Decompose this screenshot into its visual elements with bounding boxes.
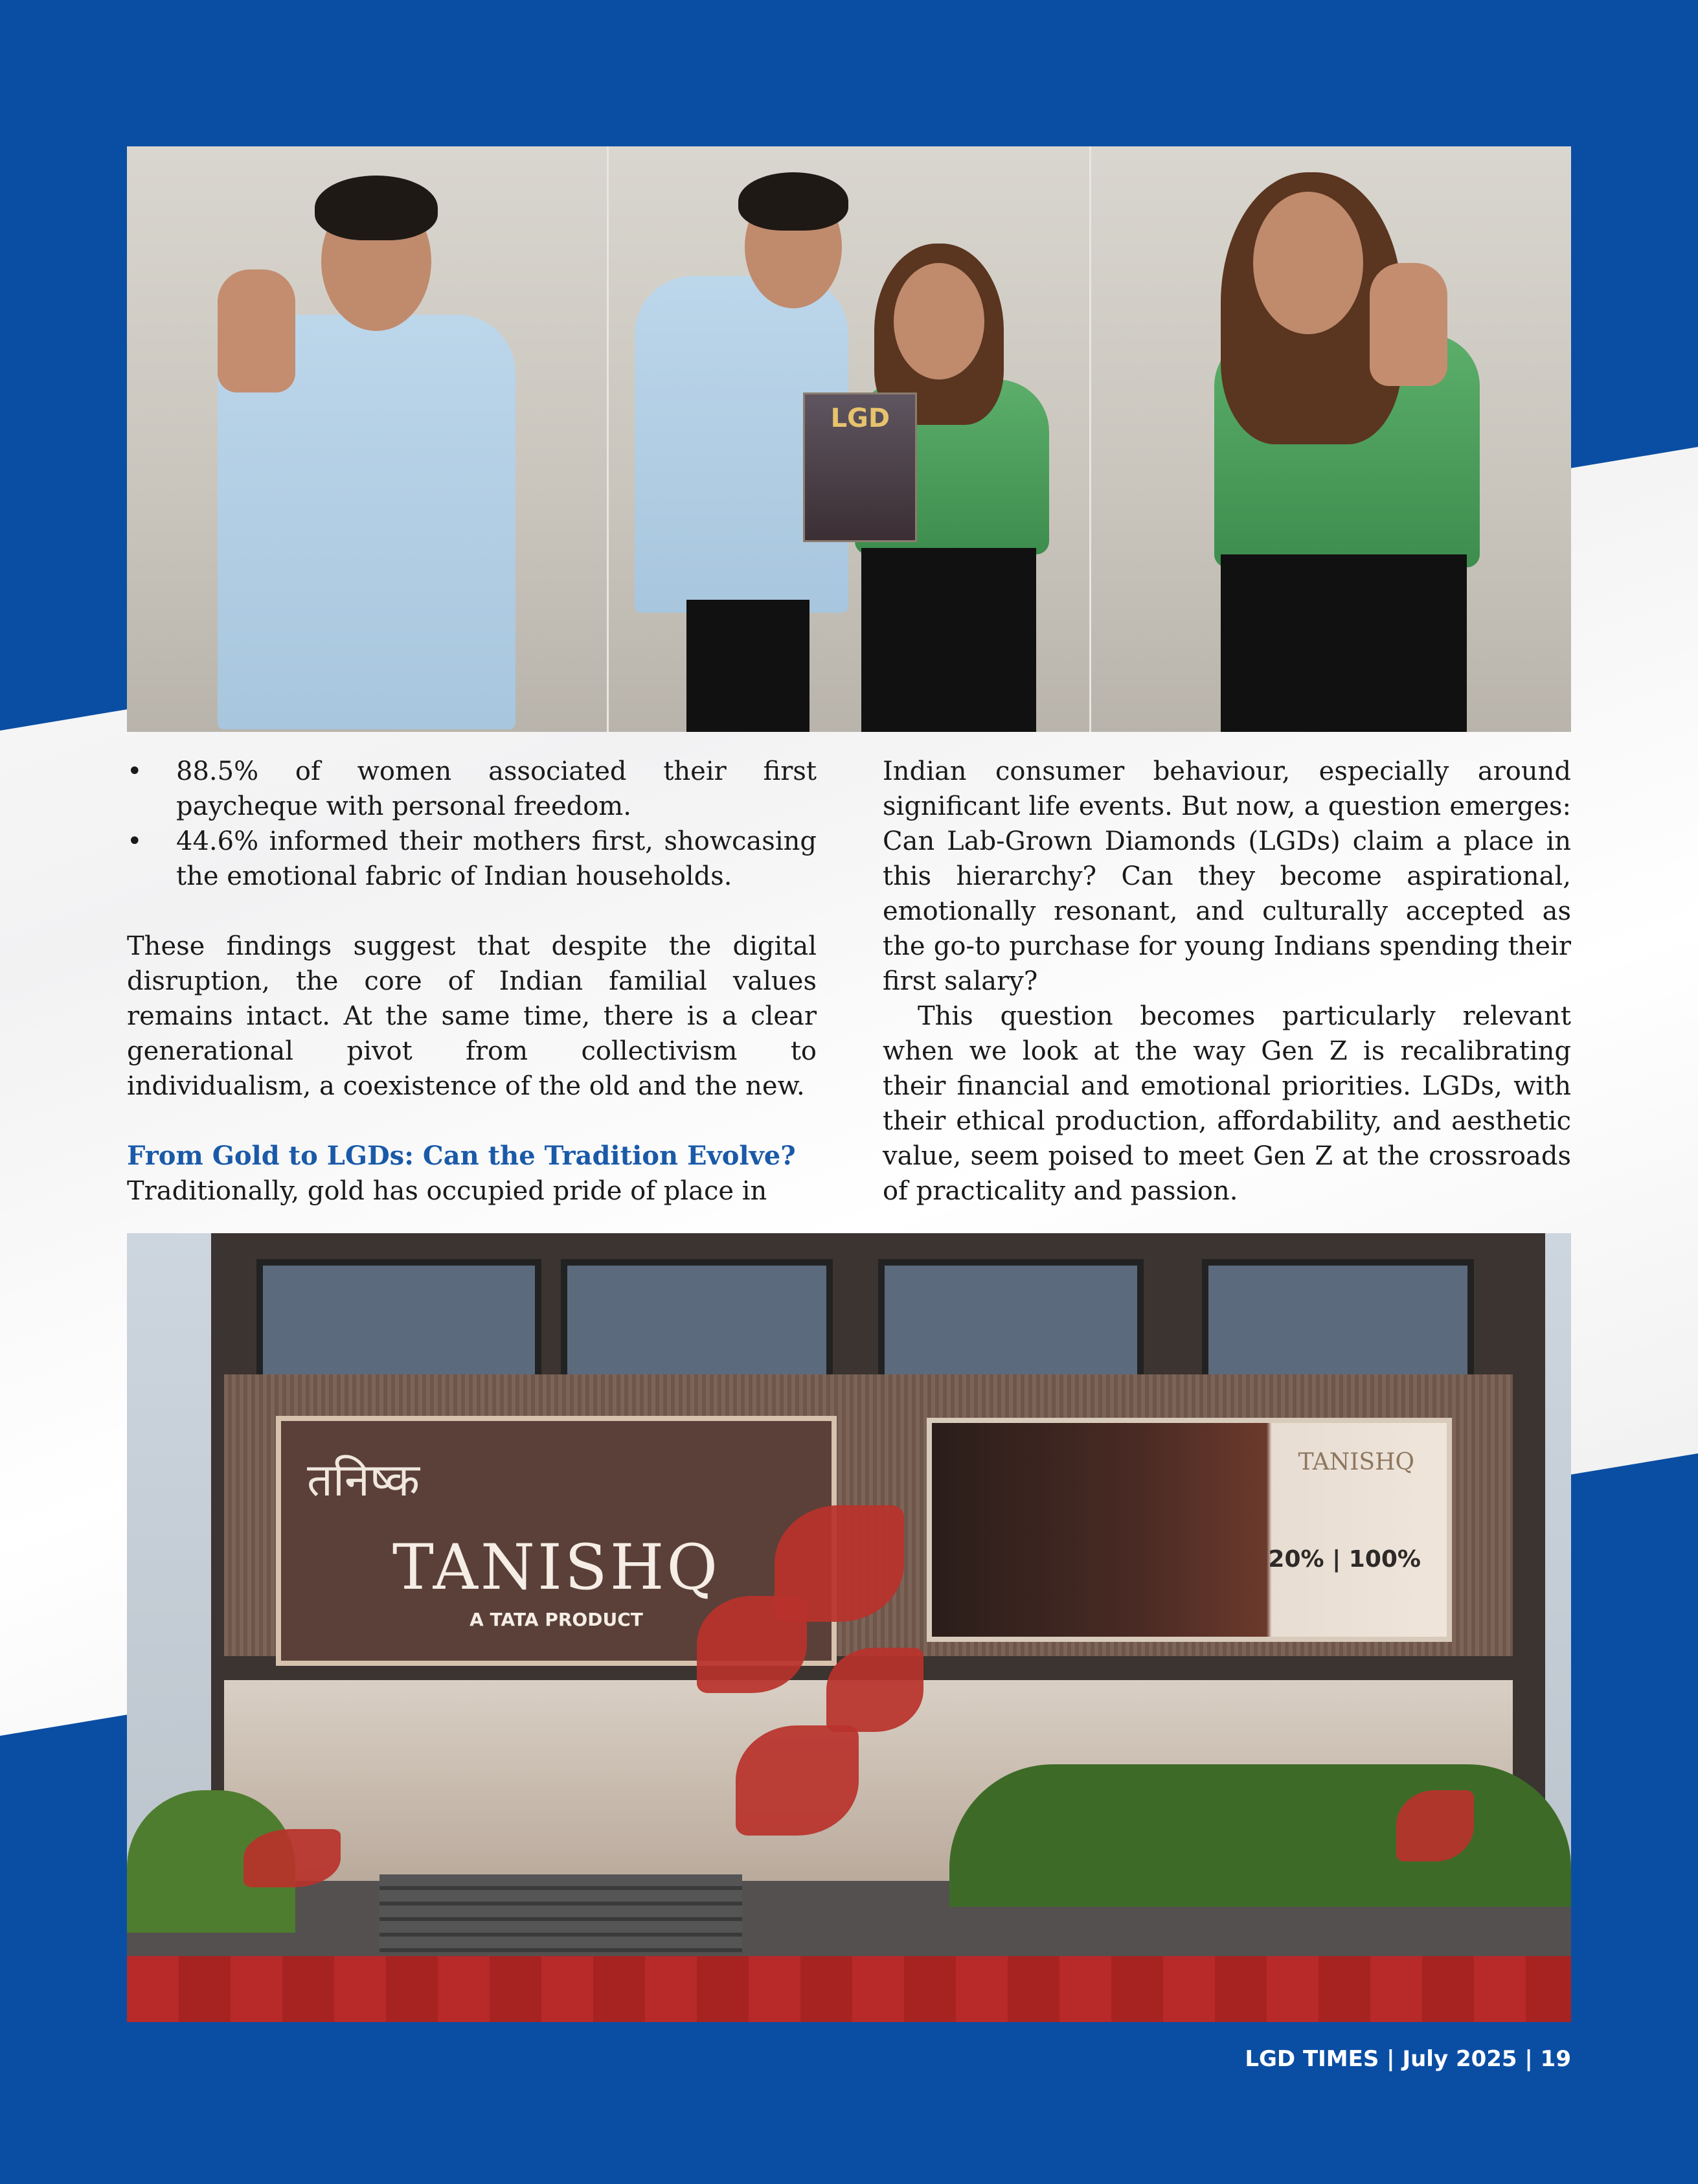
dark-pants [686,600,809,732]
photo-woman-showing-ring [1091,146,1571,732]
red-carpet [127,1956,1571,2022]
photo-man-showing-ring [127,146,609,732]
heading-lead-paragraph: Traditionally, gold has occupied pride of place in [127,1176,767,1206]
raised-hand [1370,263,1447,386]
butterfly-decor [243,1829,341,1887]
continued-paragraph: Indian consumer behaviour, especially around significant life events. But now, a question emerges: Can Lab-Grown Diamonds (LGDs) claim a place in this hierarchy? Can they become aspirational, emotionally resonant, and culturally accepted as the go-to purchase for young Indians spending their first salary? [883,756,1571,996]
top-photo-strip [127,146,1571,732]
sign-subtitle: A TATA PRODUCT [470,1609,643,1630]
magazine-logo: LGD [830,404,890,433]
list-item: • 44.6% informed their mothers first, showcasing the emotional fabric of Indian households. [176,824,817,894]
window [561,1259,833,1382]
photo-couple-with-magazine [609,146,1091,732]
billboard-offer: 20% | 100% [1268,1546,1421,1573]
butterfly-decor [697,1596,807,1693]
right-column [883,754,1571,1209]
sign-script: तनिष्क [307,1453,420,1507]
section-heading: From Gold to LGDs: Can the Tradition Evolve? [127,1141,796,1171]
black-pants [861,548,1036,732]
findings-paragraph: These findings suggest that despite the digital disruption, the core of Indian familial values remains intact. At the same time, there is a clear generational pivot from collectivism to individualism, a coexistence of the old and the new. [127,931,817,1101]
list-item: • 88.5% of women associated their first paycheque with personal freedom. [176,754,817,824]
butterfly-decor [826,1648,923,1732]
butterfly-decor [1396,1790,1474,1861]
stats-list [127,754,817,894]
page-footer: LGD TIMES | July 2025 | 19 [1245,2046,1571,2072]
tanishq-store-photo [127,1233,1571,2022]
window [256,1259,541,1382]
entrance-stairs [379,1874,742,1952]
sign-brand: TANISHQ [392,1531,721,1604]
lgd-times-magazine [803,392,917,542]
butterfly-decor [736,1725,859,1836]
plants [949,1764,1571,1907]
billboard-logo: TANISHQ [1298,1449,1414,1475]
window [878,1259,1144,1382]
woman-head [894,263,984,380]
raised-hand [218,269,295,392]
woman-head [1253,192,1363,334]
gen-z-paragraph: This question becomes particularly relevant when we look at the way Gen Z is recalibrating their financial and emotional priorities. LGDs, with their ethical production, affordability, and aesthetic value, seem poised to meet Gen Z at the crossroads of practicality and passion. [883,1001,1571,1206]
left-column [127,754,817,1209]
man-hair [738,172,848,231]
man-hair [315,176,438,240]
billboard [927,1418,1452,1642]
window [1202,1259,1474,1382]
black-pants [1221,554,1467,732]
